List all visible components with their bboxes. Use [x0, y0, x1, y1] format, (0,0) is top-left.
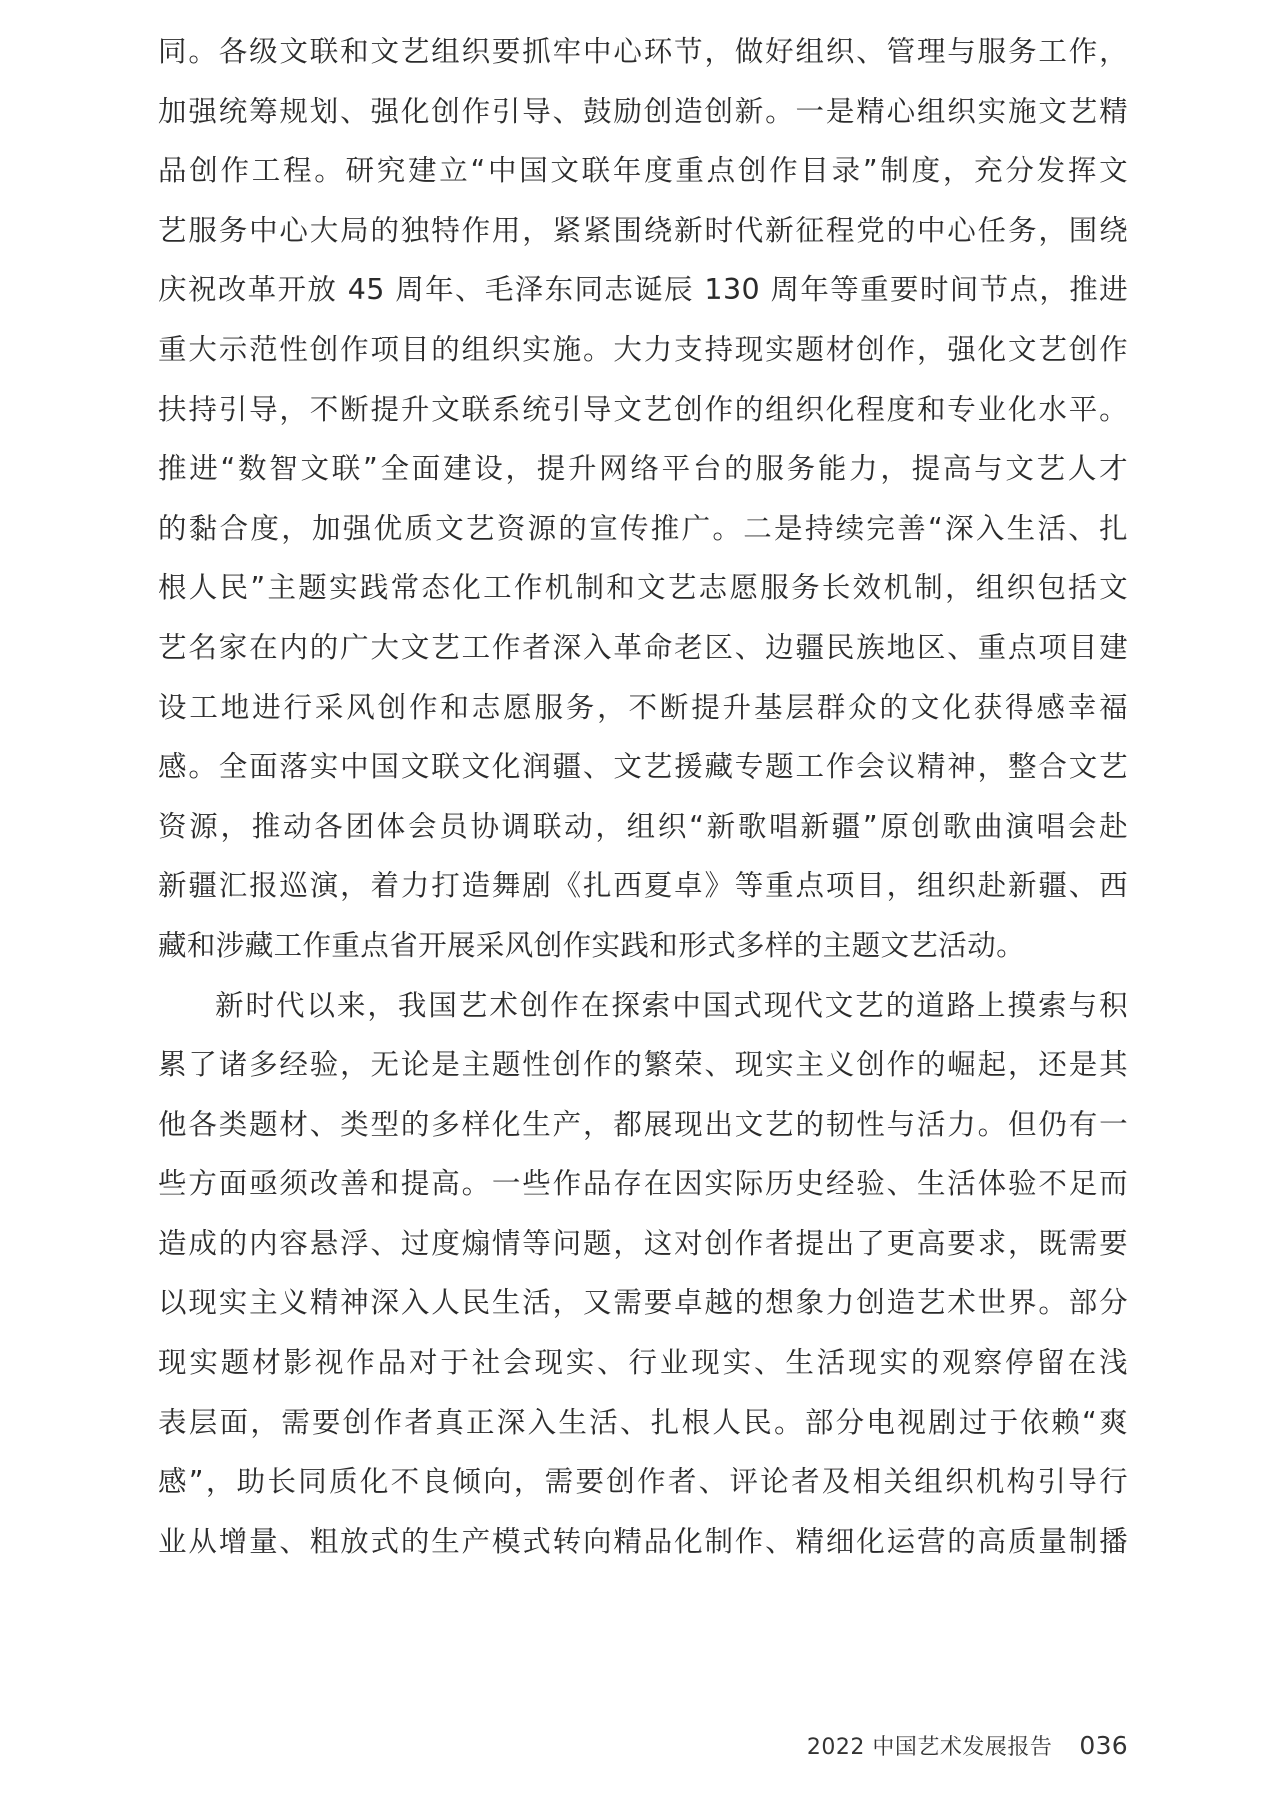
- page-number: 036: [1079, 1731, 1128, 1760]
- text-line: 表层面，需要创作者真正深入生活、扎根人民。部分电视剧过于依赖“爽: [158, 1405, 1128, 1439]
- text-line: 现实题材影视作品对于社会现实、行业现实、生活现实的观察停留在浅: [158, 1346, 1128, 1380]
- text-line: 同。各级文联和文艺组织要抓牢中心环节，做好组织、管理与服务工作，: [158, 35, 1128, 68]
- footer-title: 2022 中国艺术发展报告: [806, 1735, 1053, 1760]
- text-line: 加强统筹规划、强化创作引导、鼓励创造创新。一是精心组织实施文艺精: [158, 94, 1128, 128]
- text-line: 业从增量、粗放式的生产模式转向精品化制作、精细化运营的高质量制播: [158, 1524, 1128, 1558]
- text-line: 庆祝改革开放 45 周年、毛泽东同志诞辰 130 周年等重要时间节点，推进: [158, 273, 1128, 307]
- text-line: 藏和涉藏工作重点省开展采风创作实践和形式多样的主题文艺活动。: [158, 928, 1026, 962]
- text-line: 感”，助长同质化不良倾向，需要创作者、评论者及相关组织机构引导行: [158, 1465, 1128, 1499]
- text-line: 以现实主义精神深入人民生活，又需要卓越的想象力创造艺术世界。部分: [158, 1286, 1128, 1320]
- text-line: 造成的内容悬浮、过度煽情等问题，这对创作者提出了更高要求，既需要: [158, 1226, 1128, 1260]
- text-line: 设工地进行采风创作和志愿服务，不断提升基层群众的文化获得感幸福: [158, 690, 1128, 724]
- text-line: 根人民”主题实践常态化工作机制和文艺志愿服务长效机制，组织包括文: [158, 571, 1128, 605]
- text-line: 些方面亟须改善和提高。一些作品存在因实际历史经验、生活体验不足而: [158, 1167, 1128, 1201]
- body-text: [158, 22, 1128, 1571]
- text-line: 扶持引导，不断提升文联系统引导文艺创作的组织化程度和专业化水平。: [158, 392, 1128, 426]
- text-line: 重大示范性创作项目的组织实施。大力支持现实题材创作，强化文艺创作: [158, 332, 1128, 366]
- paragraph-first-line: 新时代以来，我国艺术创作在探索中国式现代文艺的道路上摸索与积: [215, 988, 1128, 1022]
- text-line: 品创作工程。研究建立“中国文联年度重点创作目录”制度，充分发挥文: [158, 154, 1128, 188]
- page-footer: [807, 1730, 1128, 1761]
- text-line: 艺服务中心大局的独特作用，紧紧围绕新时代新征程党的中心任务，围绕: [158, 213, 1128, 247]
- text-line: 艺名家在内的广大文艺工作者深入革命老区、边疆民族地区、重点项目建: [158, 630, 1128, 664]
- text-line: 新疆汇报巡演，着力打造舞剧《扎西夏卓》等重点项目，组织赴新疆、西: [158, 869, 1128, 903]
- text-line: 感。全面落实中国文联文化润疆、文艺援藏专题工作会议精神，整合文艺: [158, 750, 1128, 784]
- text-line: 他各类题材、类型的多样化生产，都展现出文艺的韧性与活力。但仍有一: [158, 1107, 1128, 1141]
- text-line: 推进“数智文联”全面建设，提升网络平台的服务能力，提高与文艺人才: [158, 452, 1128, 486]
- text-line: 累了诸多经验，无论是主题性创作的繁荣、现实主义创作的崛起，还是其: [158, 1048, 1128, 1082]
- text-line: 资源，推动各团体会员协调联动，组织“新歌唱新疆”原创歌曲演唱会赴: [158, 809, 1128, 843]
- text-line: 的黏合度，加强优质文艺资源的宣传推广。二是持续完善“深入生活、扎: [158, 511, 1128, 545]
